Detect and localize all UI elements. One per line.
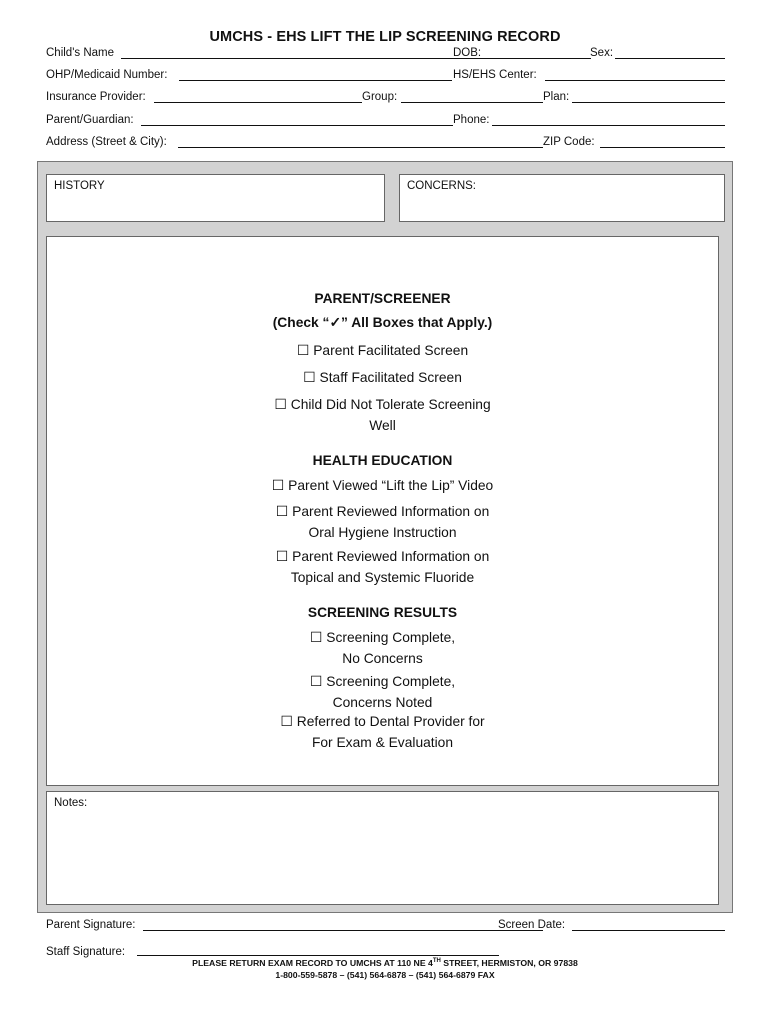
checkbox-oral-hygiene[interactable]: ☐ Parent Reviewed Information on Oral Hygiene Instruction bbox=[275, 503, 490, 540]
staff-signature-label: Staff Signature: bbox=[46, 946, 126, 958]
checkbox-icon[interactable]: ☐ bbox=[280, 713, 293, 729]
history-label: HISTORY bbox=[54, 180, 105, 192]
checkbox-icon[interactable]: ☐ bbox=[303, 369, 316, 385]
field-row-insurance bbox=[46, 88, 725, 106]
checkbox-icon[interactable]: ☐ bbox=[274, 396, 287, 412]
checkbox-not-tolerate[interactable]: ☐ Child Did Not Tolerate Screening Well bbox=[274, 396, 491, 433]
signature-row-parent bbox=[46, 916, 725, 934]
dob-label: DOB: bbox=[453, 47, 482, 59]
concerns-box[interactable] bbox=[399, 174, 725, 222]
parent-signature-field[interactable] bbox=[143, 930, 543, 931]
staff-signature-field[interactable] bbox=[137, 955, 499, 956]
screening-results-heading: SCREENING RESULTS bbox=[307, 605, 458, 620]
checkbox-staff-facilitated[interactable]: ☐ Staff Facilitated Screen bbox=[303, 369, 462, 385]
address-label: Address (Street & City): bbox=[46, 136, 167, 148]
insurance-provider-label: Insurance Provider: bbox=[46, 91, 146, 103]
checkbox-no-concerns[interactable]: ☐ Screening Complete, No Concerns bbox=[309, 629, 456, 666]
notes-label: Notes: bbox=[54, 797, 88, 809]
phone-label: Phone: bbox=[453, 114, 490, 126]
checkbox-icon[interactable]: ☐ bbox=[296, 342, 310, 358]
check-instruction: (Check “✓” All Boxes that Apply.) bbox=[272, 315, 493, 330]
hs-ehs-center-label: HS/EHS Center: bbox=[453, 69, 537, 81]
childs-name-field[interactable] bbox=[121, 58, 498, 59]
history-box[interactable] bbox=[46, 174, 385, 222]
address-field[interactable] bbox=[178, 147, 543, 148]
hs-ehs-center-field[interactable] bbox=[545, 80, 725, 81]
checkbox-viewed-video[interactable]: ☐ Parent Viewed “Lift the Lip” Video bbox=[271, 477, 494, 493]
parent-screener-heading: PARENT/SCREENER bbox=[314, 291, 451, 306]
zip-code-label: ZIP Code: bbox=[543, 136, 595, 148]
checkbox-parent-facilitated[interactable]: ☐ Parent Facilitated Screen bbox=[296, 342, 469, 358]
footer-phone: 1-800-559-5878 – (541) 564-6878 – (541) 564-6879 FAX bbox=[275, 970, 495, 980]
checkbox-icon[interactable]: ☐ bbox=[271, 477, 285, 493]
checkbox-fluoride[interactable]: ☐ Parent Reviewed Information on Topical and Systemic Fluoride bbox=[275, 548, 490, 585]
ohp-medicaid-label: OHP/Medicaid Number: bbox=[46, 69, 168, 81]
screen-date-label: Screen Date: bbox=[498, 919, 566, 931]
form-title: UMCHS - EHS LIFT THE LIP SCREENING RECORD bbox=[209, 29, 561, 45]
checkbox-icon[interactable]: ☐ bbox=[309, 673, 323, 689]
footer-address: PLEASE RETURN EXAM RECORD TO UMCHS AT 110 NE 4TH STREET, HERMISTON, OR 97838 bbox=[192, 958, 578, 968]
parent-guardian-field[interactable] bbox=[141, 125, 453, 126]
zip-code-field[interactable] bbox=[600, 147, 725, 148]
group-label: Group: bbox=[362, 91, 398, 103]
plan-label: Plan: bbox=[543, 91, 570, 103]
checkbox-referred[interactable]: ☐ Referred to Dental Provider for For Exam & Evaluation bbox=[280, 713, 485, 750]
sex-field[interactable] bbox=[615, 58, 725, 59]
checkbox-concerns-noted[interactable]: ☐ Screening Complete, Concerns Noted bbox=[309, 673, 456, 710]
field-row-ohp bbox=[46, 66, 725, 84]
field-row-child bbox=[46, 44, 725, 62]
dob-field[interactable] bbox=[483, 58, 591, 59]
field-row-address bbox=[46, 133, 725, 151]
field-row-parent bbox=[46, 111, 725, 129]
ohp-medicaid-field[interactable] bbox=[179, 80, 452, 81]
sex-label: Sex: bbox=[590, 47, 614, 59]
checkbox-icon[interactable]: ☐ bbox=[275, 503, 289, 519]
screen-date-field[interactable] bbox=[572, 930, 725, 931]
parent-signature-label: Parent Signature: bbox=[46, 919, 136, 931]
health-education-heading: HEALTH EDUCATION bbox=[312, 453, 453, 468]
checkbox-icon[interactable]: ☐ bbox=[275, 548, 289, 564]
childs-name-label: Child's Name bbox=[46, 47, 115, 59]
phone-field[interactable] bbox=[492, 125, 725, 126]
insurance-provider-field[interactable] bbox=[154, 102, 362, 103]
parent-guardian-label: Parent/Guardian: bbox=[46, 114, 134, 126]
notes-box[interactable] bbox=[46, 791, 719, 905]
group-field[interactable] bbox=[401, 102, 543, 103]
checkbox-icon[interactable]: ☐ bbox=[309, 629, 323, 645]
concerns-label: CONCERNS: bbox=[407, 180, 477, 192]
plan-field[interactable] bbox=[572, 102, 725, 103]
